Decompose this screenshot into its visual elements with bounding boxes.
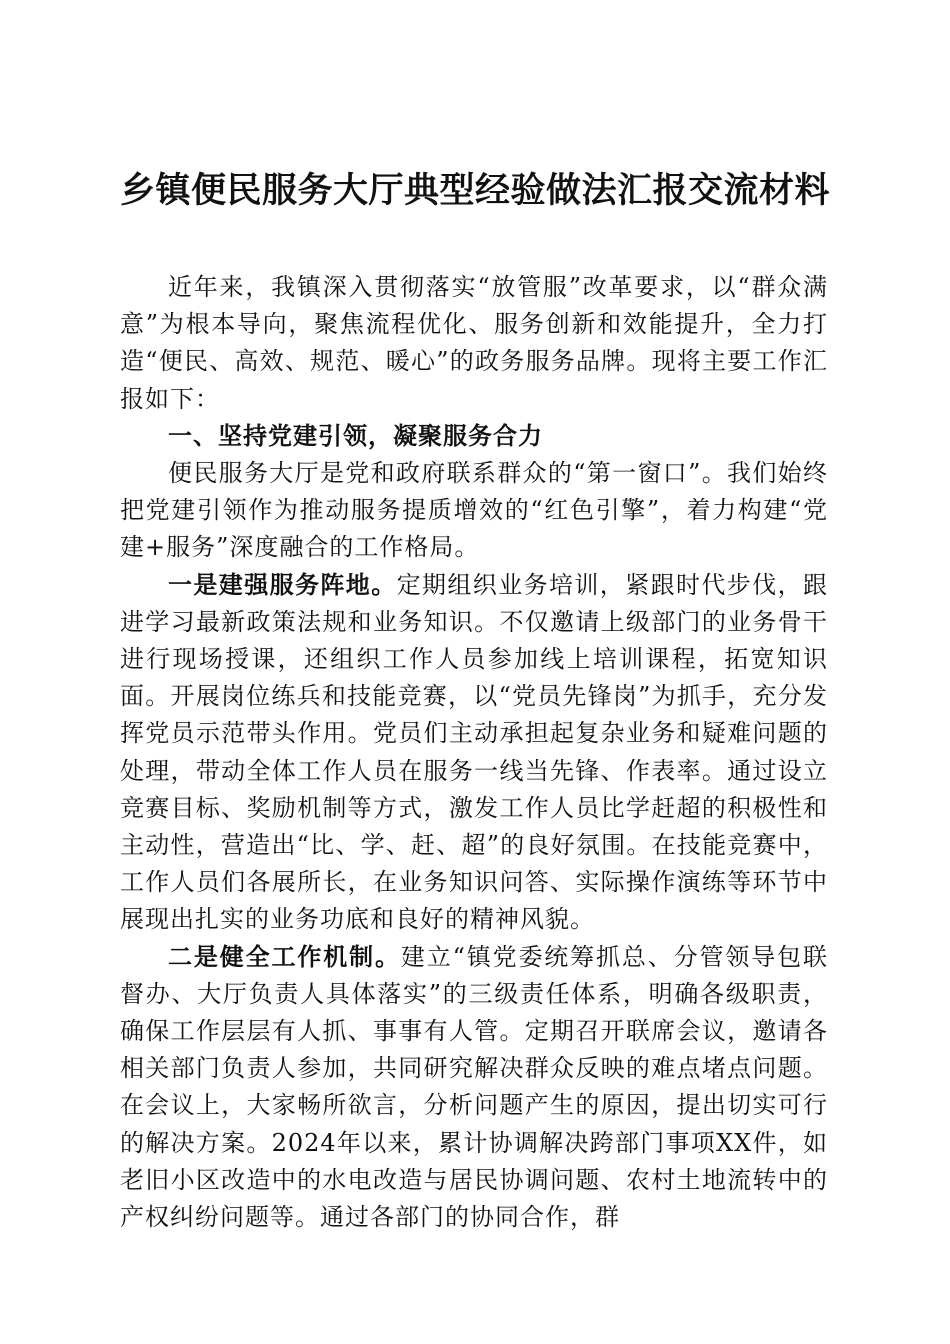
section-heading-1: 一、坚持党建引领，凝聚服务合力 bbox=[168, 421, 543, 450]
point-2-paragraph bbox=[120, 939, 828, 1237]
point-1-text: 定期组织业务培训，紧跟时代步伐，跟进学习最新政策法规和业务知识。不仅邀请上级部门的业务骨干进行现场授课，还组织工作人员参加线上培训课程，拓宽知识面。开展岗位练兵和技能竞赛，以“党员先锋岗”为抓手，充分发挥党员示范带头作用。党员们主动承担起复杂业务和疑难问题的处理，带动全体工作人员在服务一线当先锋、作表率。通过设立竞赛目标、奖励机制等方式，激发工作人员比学赶超的积极性和主动性，营造出“比、学、赶、超”的良好氛围。在技能竞赛中，工作人员们各展所长，在业务知识问答、实际操作演练等环节中展现出扎实的业务功底和良好的精神风貌。 bbox=[120, 570, 829, 934]
point-1-lead: 一是建强服务阵地。 bbox=[168, 570, 397, 599]
section-1-intro-paragraph: 便民服务大厅是党和政府联系群众的“第一窗口”。我们始终把党建引领作为推动服务提质增效的“红色引擎”，着力构建“党建+服务”深度融合的工作格局。 bbox=[120, 459, 828, 562]
point-1-paragraph bbox=[120, 567, 828, 939]
point-2-text: 建立“镇党委统筹抓总、分管领导包联督办、大厅负责人具体落实”的三级责任体系，明确各级职责，确保工作层层有人抓、事事有人管。定期召开联席会议，邀请各相关部门负责人参加，共同研究解决群众反映的难点堵点问题。在会议上，大家畅所欲言，分析问题产生的原因，提出切实可行的解决方案。2024年以来，累计协调解决跨部门事项XX件，如老旧小区改造中的水电改造与居民协调问题、农村土地流转中的产权纠纷问题等。通过各部门的协同合作，群 bbox=[120, 942, 828, 1232]
intro-paragraph: 近年来，我镇深入贯彻落实“放管服”改革要求，以“群众满意”为根本导向，聚焦流程优化、服务创新和效能提升，全力打造“便民、高效、规范、暖心”的政务服务品牌。现将主要工作汇报如下： bbox=[120, 273, 828, 413]
document-body bbox=[120, 269, 828, 1236]
point-2-lead: 二是健全工作机制。 bbox=[168, 942, 401, 971]
document-title: 乡镇便民服务大厅典型经验做法汇报交流材料 bbox=[119, 170, 830, 211]
